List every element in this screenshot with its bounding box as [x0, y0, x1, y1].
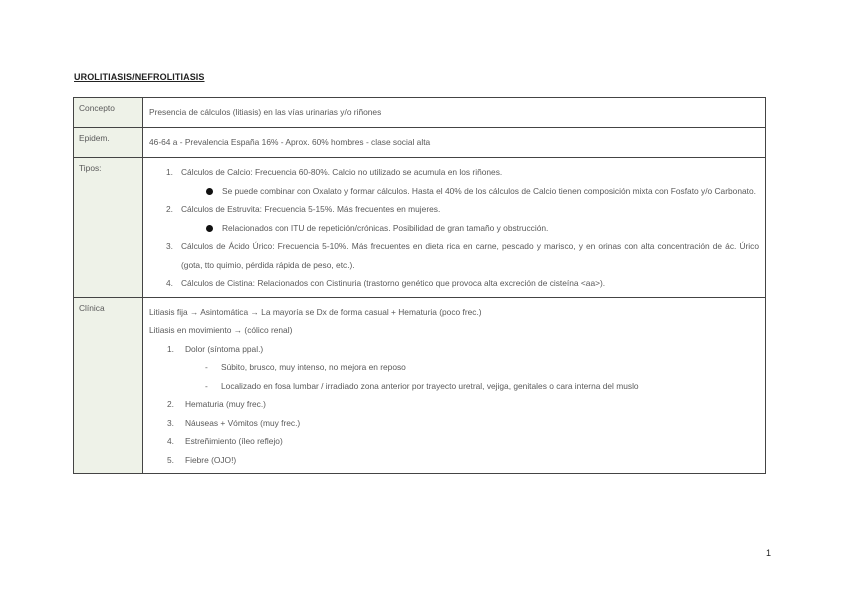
- dash-item: [149, 358, 759, 377]
- list-text: Cálculos de Estruvita: Frecuencia 5-15%. Más frecuentes en mujeres.: [181, 204, 441, 214]
- list-number: 2.: [166, 204, 173, 214]
- list-item: [149, 395, 759, 414]
- list-item: [149, 274, 759, 293]
- list-number: 4.: [166, 278, 173, 288]
- list-text: Fiebre (OJO!): [185, 454, 237, 465]
- list-text: Dolor (síntoma ppal.): [185, 343, 264, 354]
- bullet-text: Se puede combinar con Oxalato y formar cálculos. Hasta el 40% de los cálculos de Calcio tienen composición mixta con Fosfato y/o Carbonato.: [222, 185, 756, 196]
- list-text: Náuseas + Vómitos (muy frec.): [185, 417, 301, 428]
- list-item: [149, 200, 759, 219]
- list-number: 3.: [167, 417, 174, 428]
- list-text: Cálculos de Cistina: Relacionados con Cistinuria (trastorno genético que provoca alta excreción de cisteína <aa>).: [181, 278, 606, 288]
- bullet-dot-icon: [206, 225, 213, 232]
- epidem-text: 46-64 a - Prevalencia España 16% - Aprox. 60% hombres - clase social alta: [149, 137, 431, 147]
- dash-text: Súbito, brusco, muy intenso, no mejora en reposo: [221, 362, 406, 372]
- row-label-tipos: Tipos:: [74, 158, 143, 298]
- list-number: 3.: [166, 241, 173, 251]
- list-item: [149, 237, 759, 274]
- dash-text: Localizado en fosa lumbar / irradiado zona anterior por trayecto uretral, vejiga, genitales o cara interna del muslo: [221, 380, 639, 391]
- bullet-item: [149, 219, 759, 238]
- concepto-text: Presencia de cálculos (litiasis) en las vías urinarias y/o riñones: [149, 107, 382, 117]
- list-item: [149, 451, 759, 470]
- document-title: UROLITIASIS/NEFROLITIASIS: [74, 72, 205, 82]
- row-content-concepto: [143, 98, 766, 128]
- row-content-clinica: [143, 297, 766, 474]
- list-text: Cálculos de Ácido Úrico: Frecuencia 5-10%. Más frecuentes en dieta rica en carne, pescado y marisco, y en orinas con alta concentración de ác. Úrico (gota, tto quimio, pérdida rápida de peso, etc.).: [181, 241, 759, 270]
- row-content-tipos: [143, 158, 766, 298]
- table-row-tipos: [74, 158, 766, 298]
- tipos-list: [149, 163, 759, 293]
- list-item: [149, 432, 759, 451]
- list-item: [149, 340, 759, 359]
- table-row-clinica: [74, 297, 766, 474]
- clinica-line-2: Litiasis en movimiento → (cólico renal): [149, 325, 293, 335]
- list-number: 5.: [167, 454, 174, 465]
- clinica-line-1: Litiasis fija → Asintomática → La mayoría se Dx de forma casual + Hematuria (poco frec.): [149, 306, 482, 317]
- list-number: 2.: [167, 399, 174, 409]
- table-row-epidem: [74, 128, 766, 158]
- list-text: Hematuria (muy frec.): [185, 399, 266, 409]
- bullet-item: [149, 182, 759, 201]
- list-text: Cálculos de Calcio: Frecuencia 60-80%. Calcio no utilizado se acumula en los riñones.: [181, 167, 503, 177]
- page-number: 1: [766, 548, 772, 558]
- bullet-text: Relacionados con ITU de repetición/crónicas. Posibilidad de gran tamaño y obstrucción.: [222, 222, 549, 233]
- list-number: 1.: [167, 343, 174, 354]
- bullet-dot-icon: [206, 188, 213, 195]
- urolitiasis-table: [73, 97, 766, 474]
- row-label-clinica: Clínica: [74, 297, 143, 474]
- sintomas-list: [149, 340, 759, 470]
- row-label-concepto: Concepto: [74, 98, 143, 128]
- list-item: [149, 414, 759, 433]
- row-content-epidem: [143, 128, 766, 158]
- dash-item: [149, 377, 759, 396]
- list-item: [149, 163, 759, 182]
- row-label-epidem: Epidem.: [74, 128, 143, 158]
- list-text: Estreñimiento (íleo reflejo): [185, 436, 283, 446]
- dash-mark: -: [205, 362, 208, 372]
- list-number: 4.: [167, 436, 174, 446]
- dash-mark: -: [205, 380, 208, 391]
- table-row-concepto: [74, 98, 766, 128]
- list-number: 1.: [166, 167, 173, 177]
